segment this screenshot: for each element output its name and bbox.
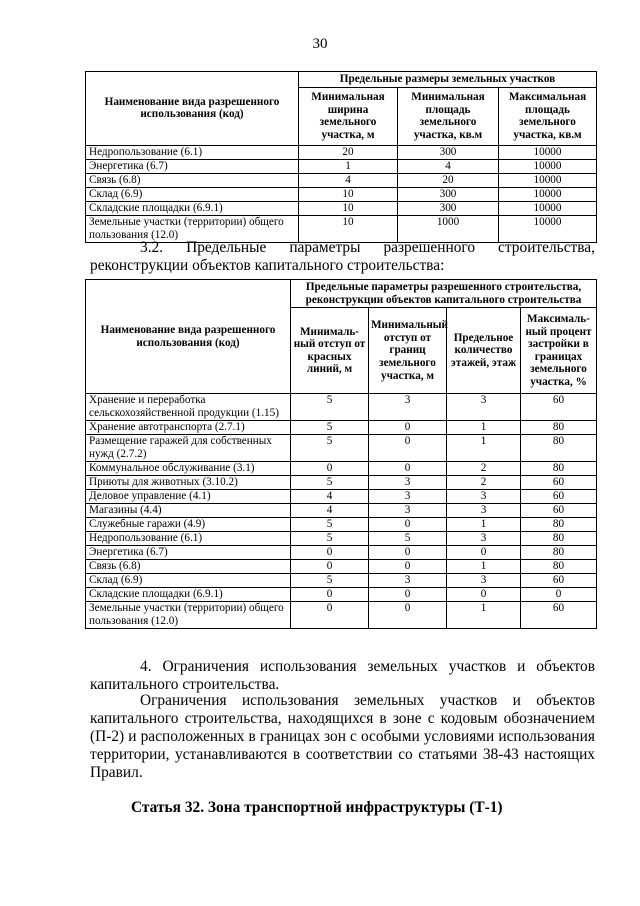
row-name: Энергетика (6.7)	[86, 159, 299, 173]
table-row	[86, 159, 597, 173]
row-name: Недропользование (6.1)	[86, 145, 299, 159]
table-row	[86, 602, 597, 629]
table-row	[86, 187, 597, 201]
cell-value: 10000	[499, 145, 597, 159]
cell-value: 3	[369, 504, 447, 518]
cell-value: 3	[369, 476, 447, 490]
cell-value: 10000	[499, 215, 597, 242]
cell-value: 3	[447, 394, 521, 421]
cell-value: 0	[291, 560, 369, 574]
cell-value: 20	[398, 173, 499, 187]
cell-value: 0	[369, 546, 447, 560]
cell-value: 5	[291, 435, 369, 462]
table-row	[86, 490, 597, 504]
t1-col-header: Минимальная ширина земельного участка, м	[299, 87, 398, 145]
row-name: Связь (6.8)	[86, 560, 291, 574]
table-row	[86, 560, 597, 574]
t1-col-header: Минимальная площадь земельного участка, кв.м	[398, 87, 499, 145]
cell-value: 1	[447, 602, 521, 629]
section-4-heading: 4. Ограничения использования земельных участков и объектов капитального строительства.	[90, 658, 595, 693]
cell-value: 80	[521, 560, 597, 574]
cell-value: 5	[291, 476, 369, 490]
table-row	[86, 504, 597, 518]
row-name: Склад (6.9)	[86, 574, 291, 588]
cell-value: 10000	[499, 173, 597, 187]
cell-value: 300	[398, 201, 499, 215]
cell-value: 10000	[499, 159, 597, 173]
t2-group-header: Предельные параметры разрешенного строительства, реконструкции объектов капитального строительства	[291, 280, 597, 308]
cell-value: 4	[299, 173, 398, 187]
cell-value: 3	[369, 490, 447, 504]
cell-value: 10000	[499, 201, 597, 215]
table-row	[86, 394, 597, 421]
cell-value: 1	[447, 421, 521, 435]
row-name: Земельные участки (территории) общего пользования (12.0)	[86, 215, 299, 242]
t1-col-header: Максимальная площадь земельного участка, кв.м	[499, 87, 597, 145]
cell-value: 80	[521, 546, 597, 560]
row-name: Приюты для животных (3.10.2)	[86, 476, 291, 490]
cell-value: 60	[521, 476, 597, 490]
t2-col-header: Минималь-ный отступ от красных линий, м	[291, 308, 369, 394]
cell-value: 0	[291, 546, 369, 560]
cell-value: 10	[299, 215, 398, 242]
cell-value: 60	[521, 504, 597, 518]
cell-value: 5	[369, 532, 447, 546]
row-name: Энергетика (6.7)	[86, 546, 291, 560]
cell-value: 300	[398, 145, 499, 159]
cell-value: 5	[291, 532, 369, 546]
cell-value: 0	[291, 602, 369, 629]
cell-value: 2	[447, 476, 521, 490]
cell-value: 3	[369, 394, 447, 421]
section-3-2-heading: 3.2. Предельные параметры разрешенного строительства, реконструкции объектов капитального строительства:	[90, 239, 595, 274]
table-row	[86, 476, 597, 490]
cell-value: 1	[447, 518, 521, 532]
table-row	[86, 546, 597, 560]
table-row	[86, 462, 597, 476]
table-row	[86, 173, 597, 187]
row-name: Деловое управление (4.1)	[86, 490, 291, 504]
construction-parameters-table	[85, 279, 597, 629]
cell-value: 3	[447, 532, 521, 546]
cell-value: 0	[521, 588, 597, 602]
row-name: Хранение автотранспорта (2.7.1)	[86, 421, 291, 435]
cell-value: 1	[299, 159, 398, 173]
cell-value: 80	[521, 435, 597, 462]
article-32-title: Статья 32. Зона транспортной инфраструктуры (Т-1)	[131, 799, 503, 816]
cell-value: 5	[291, 421, 369, 435]
cell-value: 300	[398, 187, 499, 201]
row-name: Магазины (4.4)	[86, 504, 291, 518]
row-name: Служебные гаражи (4.9)	[86, 518, 291, 532]
table-row	[86, 588, 597, 602]
table-row	[86, 201, 597, 215]
cell-value: 5	[291, 574, 369, 588]
cell-value: 4	[291, 490, 369, 504]
table-row	[86, 145, 597, 159]
row-name: Коммунальное обслуживание (3.1)	[86, 462, 291, 476]
cell-value: 0	[369, 588, 447, 602]
cell-value: 10000	[499, 187, 597, 201]
page-number: 30	[312, 36, 328, 52]
cell-value: 60	[521, 602, 597, 629]
cell-value: 3	[447, 574, 521, 588]
t1-name-header: Наименование вида разрешенного использования (код)	[86, 72, 299, 146]
t1-group-header: Предельные размеры земельных участков	[299, 72, 597, 88]
cell-value: 4	[291, 504, 369, 518]
cell-value: 20	[299, 145, 398, 159]
table-row	[86, 421, 597, 435]
row-name: Складские площадки (6.9.1)	[86, 201, 299, 215]
cell-value: 3	[369, 574, 447, 588]
cell-value: 2	[447, 462, 521, 476]
row-name: Связь (6.8)	[86, 173, 299, 187]
cell-value: 1	[447, 435, 521, 462]
cell-value: 80	[521, 532, 597, 546]
cell-value: 60	[521, 574, 597, 588]
cell-value: 0	[369, 560, 447, 574]
cell-value: 5	[291, 394, 369, 421]
cell-value: 80	[521, 518, 597, 532]
cell-value: 0	[291, 588, 369, 602]
cell-value: 5	[291, 518, 369, 532]
cell-value: 80	[521, 462, 597, 476]
cell-value: 4	[398, 159, 499, 173]
cell-value: 3	[447, 490, 521, 504]
cell-value: 10	[299, 201, 398, 215]
row-name: Склад (6.9)	[86, 187, 299, 201]
t2-col-header: Максималь-ный процент застройки в границах земельного участка, %	[521, 308, 597, 394]
table-row	[86, 435, 597, 462]
cell-value: 1000	[398, 215, 499, 242]
table-row	[86, 532, 597, 546]
t2-col-header: Предельное количество этажей, этаж	[447, 308, 521, 394]
row-name: Земельные участки (территории) общего пользования (12.0)	[86, 602, 291, 629]
row-name: Хранение и переработка сельскохозяйственной продукции (1.15)	[86, 394, 291, 421]
cell-value: 0	[369, 518, 447, 532]
t2-col-header: Минимальный отступ от границ земельного участка, м	[369, 308, 447, 394]
cell-value: 1	[447, 560, 521, 574]
cell-value: 80	[521, 421, 597, 435]
cell-value: 3	[447, 504, 521, 518]
land-plot-size-table	[85, 71, 597, 243]
cell-value: 0	[369, 421, 447, 435]
cell-value: 0	[291, 462, 369, 476]
t2-name-header: Наименование вида разрешенного использования (код)	[86, 280, 291, 394]
table-row	[86, 574, 597, 588]
cell-value: 10	[299, 187, 398, 201]
cell-value: 0	[369, 435, 447, 462]
cell-value: 60	[521, 490, 597, 504]
row-name: Складские площадки (6.9.1)	[86, 588, 291, 602]
cell-value: 0	[369, 462, 447, 476]
section-4-text: Ограничения использования земельных участков и объектов капитального строительства, находящихся в зоне с кодовым обозначением (П-2) и расположенных в границах зон с особыми условиями использования территории, устанавливаются в соответствии со статьями 38-43 настоящих Правил.	[90, 692, 595, 781]
cell-value: 0	[447, 588, 521, 602]
cell-value: 0	[447, 546, 521, 560]
row-name: Недропользование (6.1)	[86, 532, 291, 546]
cell-value: 0	[369, 602, 447, 629]
cell-value: 60	[521, 394, 597, 421]
row-name: Размещение гаражей для собственных нужд (2.7.2)	[86, 435, 291, 462]
table-row	[86, 518, 597, 532]
